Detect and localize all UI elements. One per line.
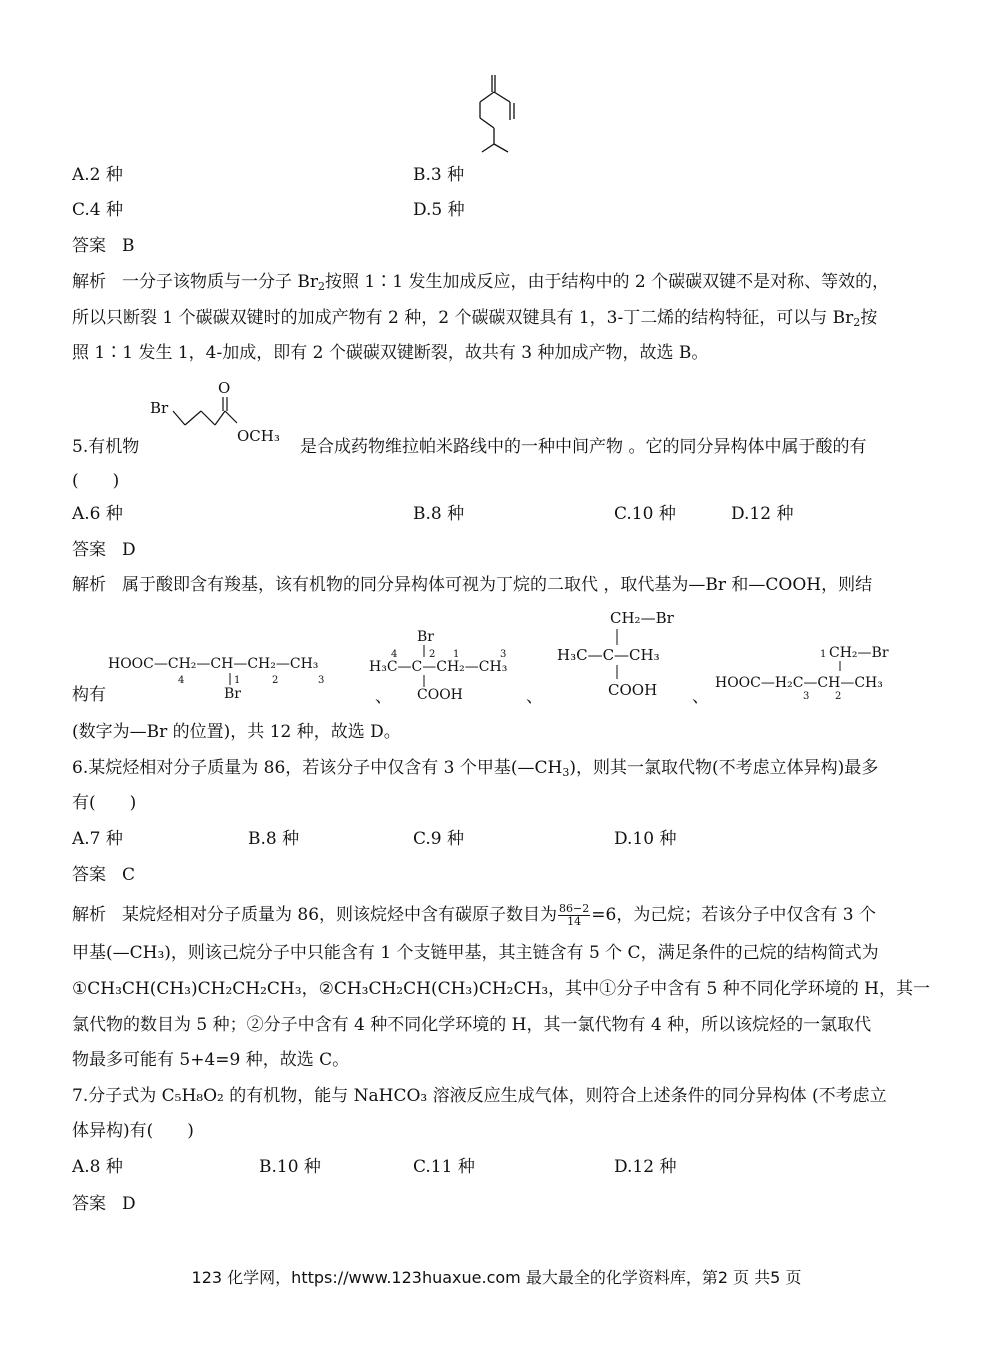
fraction: [558, 903, 590, 928]
q7-option-d: D.12 种: [614, 1157, 677, 1177]
fraction-numerator: 86−2: [559, 902, 590, 915]
answer-value: B: [122, 236, 135, 256]
answer-value: C: [122, 865, 136, 885]
text: 一分子该物质与一分子 Br: [122, 272, 319, 292]
s2-main: H₃C—C—CH₂—CH₃: [369, 659, 508, 675]
s4-top: CH₂—Br: [829, 645, 889, 661]
q6-answer: [72, 864, 135, 886]
separator: 、: [692, 687, 709, 707]
answer-label: 答案: [72, 865, 106, 885]
text: =6，为己烷；若该分子中仅含有 3 个: [591, 905, 876, 925]
q6-option-a: A.7 种: [72, 829, 123, 849]
q5-isomer-structures: [100, 605, 920, 710]
text: 5.有机物: [72, 437, 140, 457]
q5-option-b: B.8 种: [413, 504, 465, 524]
q4-option-d: D.5 种: [413, 200, 465, 220]
analysis-label: 解析: [72, 272, 106, 292]
q5-paren: ( ): [72, 471, 120, 491]
q5-stem: [72, 436, 866, 458]
s4-num: 1: [820, 649, 827, 660]
text: 是合成药物维拉帕米路线中的一种中间产物 。它的同分异构体中属于酸的有: [300, 437, 867, 457]
s4-num: 3: [803, 691, 810, 702]
q7-option-b: B.10 种: [259, 1157, 321, 1177]
s1-num: 3: [318, 675, 325, 686]
q6-stem-line-2: 有( ): [72, 793, 137, 813]
answer-value: D: [122, 1194, 136, 1214]
analysis-label: 解析: [72, 905, 106, 925]
q4-analysis-line-3: 照 1∶1 发生 1，4-加成，即有 2 个碳碳双键断裂，故共有 3 种加成产物，故选 B。: [72, 343, 709, 363]
q4-option-a: A.2 种: [72, 165, 123, 185]
s2-num: 4: [391, 649, 398, 660]
br-label: Br: [150, 399, 169, 417]
q7-stem-line-1: 7.分子式为 C₅H₈O₂ 的有机物，能与 NaHCO₃ 溶液反应生成气体，则符合上述条件的同分异构体 (不考虑立: [72, 1086, 887, 1106]
q4-option-c: C.4 种: [72, 200, 124, 220]
q7-answer: [72, 1193, 136, 1215]
q5-analysis-line-1: [72, 574, 872, 596]
text: 按照 1∶1 发生加成反应，由于结构中的 2 个碳碳双键不是对称、等效的，: [325, 272, 890, 292]
q6-option-d: D.10 种: [614, 829, 677, 849]
q5-answer: [72, 539, 136, 561]
q6-analysis-line-1: [72, 903, 876, 928]
q5-analysis-line-3: (数字为—Br 的位置)，共 12 种，故选 D。: [72, 722, 401, 742]
q6-option-b: B.8 种: [248, 829, 300, 849]
q6-option-c: C.9 种: [413, 829, 465, 849]
q4-analysis-line-2: 所以只断裂 1 个碳碳双键时的加成产物有 2 种，2 个碳碳双键具有 1，3-丁二烯的结构特征，可以与 $Br_2$按: [72, 308, 878, 329]
text: 某烷烃相对分子质量为 86，则该烷烃中含有碳原子数目为: [122, 905, 558, 925]
s2-num: 1: [453, 649, 460, 660]
q4-option-b: B.3 种: [413, 165, 465, 185]
s4-main: HOOC—H₂C—CH—CH₃: [715, 675, 883, 691]
fraction-denominator: 14: [567, 915, 582, 928]
answer-label: 答案: [72, 540, 106, 560]
s1-num: 1: [234, 675, 241, 686]
q4-structure-diagram: [470, 70, 530, 160]
answer-label: 答案: [72, 236, 106, 256]
o-label: O: [218, 379, 231, 397]
q6-analysis-line-2: 甲基(—CH₃)，则该己烷分子中只能含有 1 个支链甲基，其主链含有 5 个 C，满足条件的己烷的结构简式为: [72, 943, 879, 963]
s2-cooh: COOH: [417, 687, 463, 703]
q5-option-a: A.6 种: [72, 504, 123, 524]
separator: 、: [375, 687, 392, 707]
q4-answer: [72, 235, 135, 257]
q5-option-c: C.10 种: [614, 504, 676, 524]
s1-br: Br: [224, 686, 241, 702]
q5-option-d: D.12 种: [731, 504, 794, 524]
q7-option-c: C.11 种: [413, 1157, 475, 1177]
s1-num: 2: [272, 675, 279, 686]
q6-analysis-line-4: 氯代物的数目为 5 种；②分子中含有 4 种不同化学环境的 H，其一氯代物有 4 种，所以该烷烃的一氯取代: [72, 1015, 872, 1035]
analysis-label: 解析: [72, 575, 106, 595]
text: 6.某烷烃相对分子质量为 86，若该分子中仅含有 3 个甲基(—CH: [72, 758, 563, 778]
s2-br: Br: [417, 629, 434, 645]
q6-stem-line-1: 6.某烷烃相对分子质量为 86，若该分子中仅含有 3 个甲基$(—CH_3)$，则其一氯取代物(不考虑立体异构)最多: [72, 758, 879, 779]
page-footer: 123 化学网，https://www.123huaxue.com 最大最全的化学资料库，第2 页 共5 页: [191, 1268, 802, 1287]
q6-analysis-line-3: ①CH₃CH(CH₃)CH₂CH₂CH₃，②CH₃CH₂CH(CH₃)CH₂CH₃，其中①分子中含有 5 种不同化学环境的 H，其一: [72, 979, 931, 999]
och3-label: OCH₃: [237, 427, 280, 445]
s2-num: 2: [429, 649, 436, 660]
separator: 、: [526, 687, 543, 707]
q5-analysis-line-2: 构有: [72, 685, 106, 705]
answer-label: 答案: [72, 1194, 106, 1214]
q7-option-a: A.8 种: [72, 1157, 123, 1177]
text: 所以只断裂 1 个碳碳双键时的加成产物有 2 种，2 个碳碳双键具有 1，3-丁二烯的结构特征，可以与 Br: [72, 308, 854, 328]
s3-main: H₃C—C—CH₃: [557, 646, 660, 664]
text: 属于酸即含有羧基，该有机物的同分异构体可视为丁烷的二取代 ，取代基为—Br 和—COOH，则结: [122, 575, 873, 595]
s4-num: 2: [835, 691, 842, 702]
q6-analysis-line-5: 物最多可能有 5+4=9 种，故选 C。: [72, 1050, 350, 1070]
q4-analysis-line-1: 解析 一分子该物质与一分子 $Br_2$按照 1∶1 发生加成反应，由于结构中的 2 个碳碳双键不是对称、等效的，: [72, 272, 890, 293]
s3-top: CH₂—Br: [610, 609, 674, 627]
s1-main: HOOC—CH₂—CH—CH₂—CH₃: [108, 656, 319, 672]
text: )，则其一氯取代物(不考虑立体异构)最多: [569, 758, 879, 778]
answer-value: D: [122, 540, 136, 560]
s3-cooh: COOH: [608, 681, 658, 699]
s1-num: 4: [178, 675, 185, 686]
s2-num: 3: [500, 649, 507, 660]
q7-stem-line-2: 体异构)有( ): [72, 1121, 194, 1141]
text: 按: [860, 308, 878, 328]
